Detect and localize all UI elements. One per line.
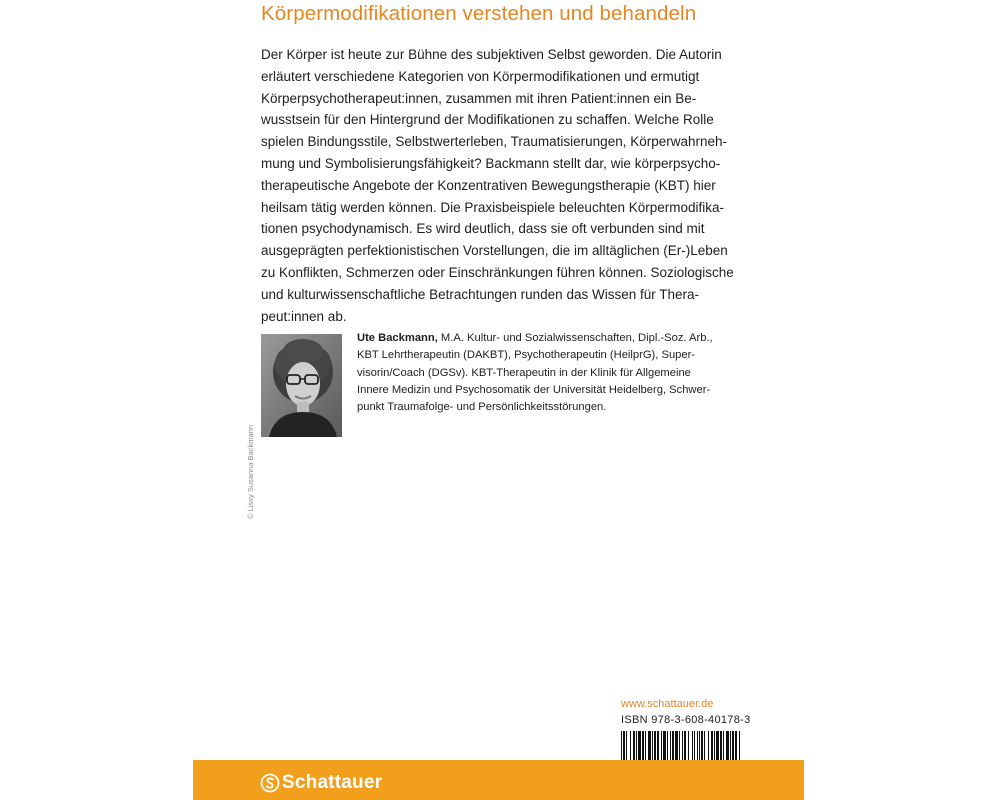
barcode-bar [672, 731, 674, 761]
blurb-line: Der Körper ist heute zur Bühne des subjektiven Selbst geworden. Die Autorin [261, 47, 722, 62]
barcode-bar [688, 731, 689, 761]
barcode-bar [670, 731, 671, 761]
photo-credit-text: © Lissy Susanna Backmann [246, 425, 255, 519]
barcode-bar [732, 731, 734, 761]
author-name: Ute Backmann, [357, 332, 438, 344]
barcode-bar [692, 731, 693, 761]
schattauer-logo-icon [260, 773, 280, 793]
barcode-bar [723, 731, 724, 761]
blurb-line: mung und Symbolisierungsfähigkeit? Backmann stellt dar, wie körperpsycho- [261, 155, 721, 171]
blurb-line: wusstsein für den Hintergrund der Modifikationen zu schaffen. Welche Rolle [261, 112, 714, 128]
barcode-bar [661, 731, 662, 761]
blurb-line: zu Konflikten, Schmerzen oder Einschränkungen führen können. Soziologische [261, 264, 734, 280]
barcode-bar [684, 731, 686, 761]
blurb-line: und kulturwissenschaftliche Betrachtungen runden das Wissen für Thera- [261, 286, 699, 302]
blurb-line: tionen psychodynamisch. Es wird deutlich, dass sie oft verbunden sind mit [261, 221, 705, 237]
blurb-line: Körperpsychotherapeut:innen, zusammen mit ihren Patient:innen ein Be- [261, 90, 697, 106]
bio-line: visorin/Coach (DGSv). KBT-Therapeutin in der Klinik für Allgemeine [357, 366, 691, 379]
isbn-label: ISBN 978-3-608-40178-3 [621, 714, 751, 726]
barcode-bar [735, 731, 737, 761]
publisher-logo [260, 772, 382, 794]
bio-line: Innere Medizin und Psychosomatik der Universität Heidelberg, Schwer- [357, 383, 711, 396]
barcode-bar [648, 731, 651, 761]
author-photo [261, 334, 342, 437]
barcode-bar [638, 731, 641, 761]
author-portrait-image [261, 334, 342, 437]
barcode-bar [682, 731, 683, 761]
blurb-line: heilsam tätig werden können. Die Praxisbeispiele beleuchten Körpermodifika- [261, 199, 725, 215]
barcode-bar [730, 731, 731, 761]
barcode-bar [701, 731, 703, 761]
barcode-bar [720, 731, 722, 761]
blurb-line: spielen Bindungsstile, Selbstwerterleben, Traumatisierungen, Körperwahrneh- [261, 134, 728, 150]
barcode-bar [645, 731, 646, 761]
barcode-bar [711, 731, 713, 761]
barcode-bar [633, 731, 635, 761]
barcode-bar [626, 731, 627, 761]
barcode-bar [667, 731, 668, 761]
barcode-bar [657, 731, 659, 761]
author-bio [357, 330, 757, 416]
barcode-bar [704, 731, 705, 761]
barcode-bar [708, 731, 709, 761]
barcode-bar [679, 731, 680, 761]
barcode-bar [654, 731, 656, 761]
publisher-url[interactable]: www.schattauer.de [621, 698, 714, 710]
barcode-bar [621, 731, 622, 761]
blurb-line: erläutert verschiedene Kategorien von Körpermodifikationen und ermutigt [261, 68, 700, 84]
barcode-bar [726, 731, 729, 761]
barcode-bar [636, 731, 637, 761]
barcode-bar [623, 731, 625, 761]
barcode-bar [714, 731, 715, 761]
barcode-bar [699, 731, 700, 761]
book-title: Körpermodifikationen verstehen und behandeln [261, 2, 697, 25]
blurb-line: ausgeprägten perfektionistischen Vorstellungen, die im alltäglichen (Er-)Leben [261, 243, 728, 259]
barcode-bar [697, 731, 698, 761]
barcode-bar [630, 731, 631, 761]
publisher-logo-text: Schattauer [282, 772, 383, 793]
barcode-bar [716, 731, 719, 761]
blurb-line: peut:innen ab. [261, 308, 347, 324]
barcode-bar [739, 731, 740, 761]
blurb-line: therapeutische Angebote der Konzentrativen Bewegungstherapie (KBT) hier [261, 177, 716, 193]
barcode-bar [663, 731, 666, 761]
bio-line: KBT Lehrtherapeutin (DAKBT), Psychotherapeutin (HeilprG), Super- [357, 349, 696, 362]
barcode-bar [652, 731, 653, 761]
bio-line [357, 330, 757, 347]
book-blurb [261, 44, 751, 327]
barcode-bar [694, 731, 695, 761]
bio-first-line: M.A. Kultur- und Sozialwissenschaften, Dipl.-Soz. Arb., [437, 332, 713, 344]
barcode-bar [675, 731, 678, 761]
bio-line: punkt Traumafolge- und Persönlichkeitsstörungen. [357, 401, 607, 414]
photo-credit [245, 335, 257, 519]
barcode-bar [642, 731, 644, 761]
isbn-barcode [621, 731, 741, 761]
